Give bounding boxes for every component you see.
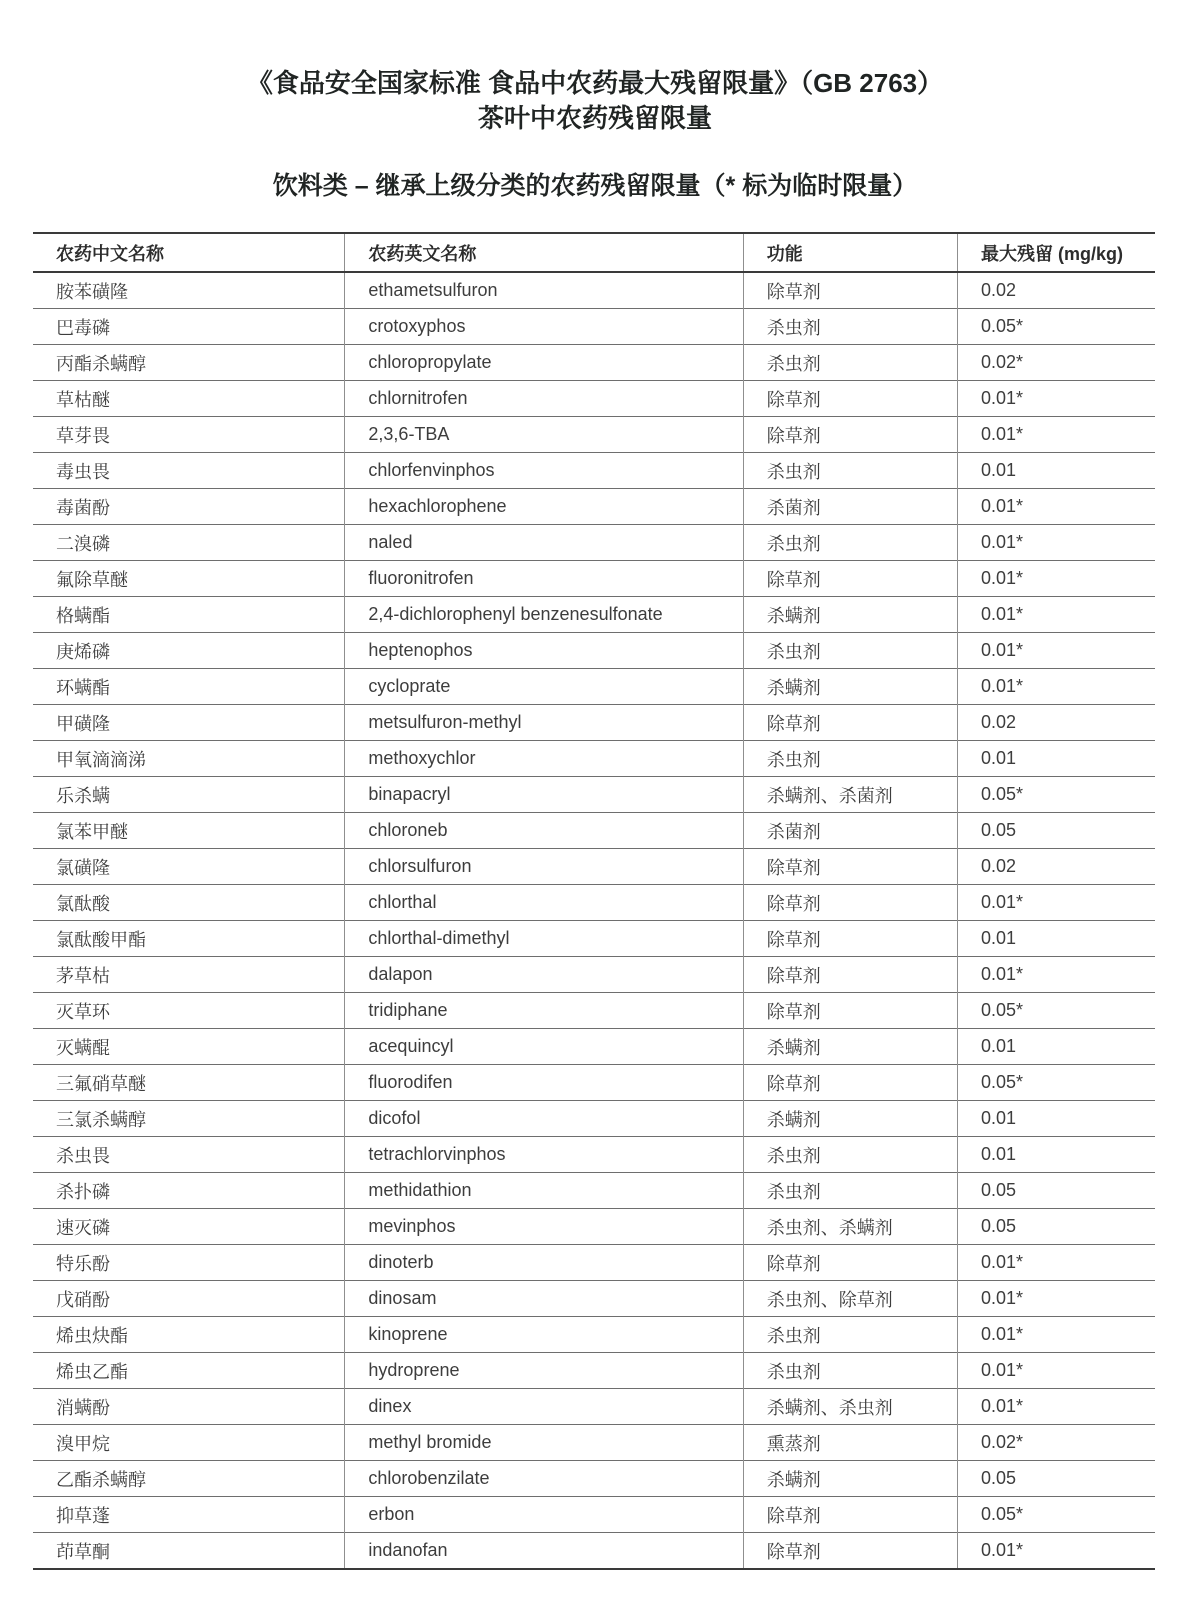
mrl-value-cell: 0.02	[958, 705, 1156, 741]
mrl-value-cell: 0.02*	[958, 345, 1156, 381]
mrl-value-cell: 0.05*	[958, 1497, 1156, 1533]
table-row	[33, 633, 1155, 669]
pesticide-en-cell: fluoronitrofen	[345, 561, 743, 597]
pesticide-en-cell: metsulfuron-methyl	[345, 705, 743, 741]
pesticide-cn-cell: 氟除草醚	[56, 569, 128, 590]
table-row	[33, 777, 1155, 813]
function-cell: 除草剂	[743, 417, 957, 453]
document-title-line1: 《食品安全国家标准 食品中农药最大残留限量》（GB 2763）	[246, 68, 944, 98]
pesticide-cn-cell: 氯苯甲醚	[56, 821, 128, 842]
document-title	[0, 66, 1190, 136]
mrl-value-cell: 0.05*	[958, 777, 1156, 813]
mrl-value-cell: 0.01*	[958, 597, 1156, 633]
function-cell: 杀虫剂	[743, 1137, 957, 1173]
pesticide-en-cell: hydroprene	[345, 1353, 743, 1389]
mrl-value-cell: 0.05*	[958, 1065, 1156, 1101]
table-body	[33, 272, 1155, 1569]
pesticide-cn-cell: 烯虫炔酯	[56, 1325, 128, 1346]
col-header-pesticide-cn: 农药中文名称	[56, 243, 164, 264]
pesticide-cn-cell: 庚烯磷	[56, 641, 110, 662]
function-cell: 杀菌剂	[743, 489, 957, 525]
mrl-value-cell: 0.01*	[958, 1389, 1156, 1425]
table-row	[33, 849, 1155, 885]
pesticide-cn-cell: 三氯杀螨醇	[56, 1109, 146, 1130]
mrl-value-cell: 0.01*	[958, 489, 1156, 525]
function-cell: 杀虫剂	[743, 345, 957, 381]
table-row	[33, 561, 1155, 597]
pesticide-cn-cell: 氯酞酸	[56, 893, 110, 914]
pesticide-en-cell: chlorsulfuron	[345, 849, 743, 885]
mrl-value-cell: 0.01*	[958, 1281, 1156, 1317]
function-cell: 杀螨剂	[743, 597, 957, 633]
pesticide-cn-cell: 杀扑磷	[56, 1181, 110, 1202]
pesticide-cn-cell: 戊硝酚	[56, 1289, 110, 1310]
pesticide-en-cell: mevinphos	[345, 1209, 743, 1245]
pesticide-cn-cell: 草枯醚	[56, 389, 110, 410]
mrl-value-cell: 0.01*	[958, 1317, 1156, 1353]
pesticide-cn-cell: 三氟硝草醚	[56, 1073, 146, 1094]
mrl-value-cell: 0.01	[958, 1137, 1156, 1173]
pesticide-en-cell: chlorthal	[345, 885, 743, 921]
function-cell: 杀虫剂	[743, 309, 957, 345]
mrl-value-cell: 0.01	[958, 921, 1156, 957]
table-row	[33, 741, 1155, 777]
mrl-value-cell: 0.01*	[958, 885, 1156, 921]
table-row	[33, 417, 1155, 453]
mrl-value-cell: 0.01*	[958, 381, 1156, 417]
function-cell: 杀螨剂	[743, 1101, 957, 1137]
pesticide-cn-cell: 特乐酚	[56, 1253, 110, 1274]
pesticide-en-cell: dinosam	[345, 1281, 743, 1317]
pesticide-en-cell: heptenophos	[345, 633, 743, 669]
table-row	[33, 381, 1155, 417]
function-cell: 熏蒸剂	[743, 1425, 957, 1461]
pesticide-en-cell: naled	[345, 525, 743, 561]
function-cell: 杀虫剂、除草剂	[743, 1281, 957, 1317]
pesticide-en-cell: ethametsulfuron	[345, 272, 743, 309]
function-cell: 除草剂	[743, 885, 957, 921]
section-subtitle: 饮料类 – 继承上级分类的农药残留限量（* 标为临时限量）	[272, 172, 918, 200]
function-cell: 除草剂	[743, 1533, 957, 1570]
pesticide-cn-cell: 毒虫畏	[56, 461, 110, 482]
function-cell: 杀虫剂	[743, 1353, 957, 1389]
mrl-value-cell: 0.01*	[958, 1353, 1156, 1389]
function-cell: 杀螨剂	[743, 669, 957, 705]
table-row	[33, 1065, 1155, 1101]
table-row	[33, 1497, 1155, 1533]
function-cell: 杀虫剂、杀螨剂	[743, 1209, 957, 1245]
pesticide-en-cell: 2,4-dichlorophenyl benzenesulfonate	[345, 597, 743, 633]
function-cell: 除草剂	[743, 993, 957, 1029]
pesticide-en-cell: binapacryl	[345, 777, 743, 813]
function-cell: 除草剂	[743, 1497, 957, 1533]
function-cell: 除草剂	[743, 381, 957, 417]
mrl-value-cell: 0.01	[958, 1029, 1156, 1065]
mrl-value-cell: 0.01*	[958, 669, 1156, 705]
table-row	[33, 1209, 1155, 1245]
function-cell: 除草剂	[743, 705, 957, 741]
mrl-value-cell: 0.05	[958, 1209, 1156, 1245]
table-row	[33, 993, 1155, 1029]
pesticide-cn-cell: 巴毒磷	[56, 317, 110, 338]
function-cell: 除草剂	[743, 849, 957, 885]
function-cell: 除草剂	[743, 1065, 957, 1101]
pesticide-cn-cell: 烯虫乙酯	[56, 1361, 128, 1382]
pesticide-en-cell: dalapon	[345, 957, 743, 993]
function-cell: 杀螨剂、杀菌剂	[743, 777, 957, 813]
mrl-value-cell: 0.01*	[958, 561, 1156, 597]
pesticide-cn-cell: 灭草环	[56, 1001, 110, 1022]
function-cell: 杀虫剂	[743, 1173, 957, 1209]
col-header-mrl: 最大残留 (mg/kg)	[958, 233, 1156, 272]
table-row	[33, 813, 1155, 849]
table-row	[33, 525, 1155, 561]
table-header-row	[33, 233, 1155, 272]
pesticide-residue-table	[33, 232, 1155, 1570]
function-cell: 除草剂	[743, 957, 957, 993]
pesticide-cn-cell: 环螨酯	[56, 677, 110, 698]
function-cell: 除草剂	[743, 1245, 957, 1281]
mrl-value-cell: 0.05	[958, 1173, 1156, 1209]
pesticide-en-cell: chlorthal-dimethyl	[345, 921, 743, 957]
table-row	[33, 272, 1155, 309]
pesticide-cn-cell: 茅草枯	[56, 965, 110, 986]
mrl-value-cell: 0.05	[958, 1461, 1156, 1497]
residue-table-container	[33, 232, 1155, 1570]
pesticide-cn-cell: 甲氧滴滴涕	[56, 749, 146, 770]
table-row	[33, 1137, 1155, 1173]
function-cell: 杀螨剂	[743, 1461, 957, 1497]
pesticide-cn-cell: 消螨酚	[56, 1397, 110, 1418]
pesticide-cn-cell: 灭螨醌	[56, 1037, 110, 1058]
mrl-value-cell: 0.05*	[958, 993, 1156, 1029]
mrl-value-cell: 0.02*	[958, 1425, 1156, 1461]
table-row	[33, 921, 1155, 957]
document-title-line2: 茶叶中农药残留限量	[477, 103, 712, 133]
table-row	[33, 669, 1155, 705]
table-row	[33, 597, 1155, 633]
function-cell: 杀虫剂	[743, 633, 957, 669]
table-row	[33, 1281, 1155, 1317]
pesticide-en-cell: dicofol	[345, 1101, 743, 1137]
pesticide-cn-cell: 溴甲烷	[56, 1433, 110, 1454]
table-row	[33, 885, 1155, 921]
function-cell: 除草剂	[743, 921, 957, 957]
pesticide-en-cell: tridiphane	[345, 993, 743, 1029]
mrl-value-cell: 0.01*	[958, 525, 1156, 561]
pesticide-en-cell: indanofan	[345, 1533, 743, 1570]
mrl-value-cell: 0.02	[958, 272, 1156, 309]
function-cell: 杀螨剂、杀虫剂	[743, 1389, 957, 1425]
pesticide-en-cell: crotoxyphos	[345, 309, 743, 345]
pesticide-cn-cell: 草芽畏	[56, 425, 110, 446]
pesticide-cn-cell: 甲磺隆	[56, 713, 110, 734]
function-cell: 杀菌剂	[743, 813, 957, 849]
pesticide-cn-cell: 抑草蓬	[56, 1505, 110, 1526]
col-header-function: 功能	[743, 233, 957, 272]
pesticide-cn-cell: 胺苯磺隆	[56, 281, 128, 302]
table-row	[33, 489, 1155, 525]
mrl-value-cell: 0.01*	[958, 1533, 1156, 1570]
pesticide-en-cell: hexachlorophene	[345, 489, 743, 525]
table-row	[33, 1425, 1155, 1461]
pesticide-en-cell: chlornitrofen	[345, 381, 743, 417]
pesticide-cn-cell: 乐杀螨	[56, 785, 110, 806]
function-cell: 除草剂	[743, 272, 957, 309]
pesticide-en-cell: fluorodifen	[345, 1065, 743, 1101]
function-cell: 杀虫剂	[743, 741, 957, 777]
col-header-pesticide-en: 农药英文名称	[345, 233, 743, 272]
mrl-value-cell: 0.01*	[958, 957, 1156, 993]
table-row	[33, 309, 1155, 345]
pesticide-en-cell: chlorobenzilate	[345, 1461, 743, 1497]
pesticide-en-cell: acequincyl	[345, 1029, 743, 1065]
pesticide-en-cell: methidathion	[345, 1173, 743, 1209]
pesticide-en-cell: erbon	[345, 1497, 743, 1533]
pesticide-en-cell: chloroneb	[345, 813, 743, 849]
table-row	[33, 1317, 1155, 1353]
mrl-value-cell: 0.01*	[958, 633, 1156, 669]
pesticide-cn-cell: 速灭磷	[56, 1217, 110, 1238]
pesticide-en-cell: chlorfenvinphos	[345, 453, 743, 489]
table-row	[33, 1101, 1155, 1137]
pesticide-cn-cell: 杀虫畏	[56, 1145, 110, 1166]
table-row	[33, 453, 1155, 489]
pesticide-cn-cell: 丙酯杀螨醇	[56, 353, 146, 374]
pesticide-en-cell: dinoterb	[345, 1245, 743, 1281]
table-row	[33, 345, 1155, 381]
function-cell: 杀虫剂	[743, 525, 957, 561]
pesticide-en-cell: methoxychlor	[345, 741, 743, 777]
function-cell: 杀虫剂	[743, 1317, 957, 1353]
mrl-value-cell: 0.01	[958, 741, 1156, 777]
mrl-value-cell: 0.01	[958, 1101, 1156, 1137]
pesticide-en-cell: tetrachlorvinphos	[345, 1137, 743, 1173]
pesticide-cn-cell: 乙酯杀螨醇	[56, 1469, 146, 1490]
table-row	[33, 1389, 1155, 1425]
table-row	[33, 1173, 1155, 1209]
pesticide-en-cell: chloropropylate	[345, 345, 743, 381]
function-cell: 杀螨剂	[743, 1029, 957, 1065]
pesticide-en-cell: kinoprene	[345, 1317, 743, 1353]
table-row	[33, 705, 1155, 741]
function-cell: 除草剂	[743, 561, 957, 597]
table-row	[33, 1029, 1155, 1065]
function-cell: 杀虫剂	[743, 453, 957, 489]
mrl-value-cell: 0.05	[958, 813, 1156, 849]
table-row	[33, 957, 1155, 993]
mrl-value-cell: 0.02	[958, 849, 1156, 885]
table-row	[33, 1245, 1155, 1281]
mrl-value-cell: 0.01*	[958, 417, 1156, 453]
mrl-value-cell: 0.01*	[958, 1245, 1156, 1281]
table-row	[33, 1353, 1155, 1389]
pesticide-en-cell: cycloprate	[345, 669, 743, 705]
pesticide-cn-cell: 毒菌酚	[56, 497, 110, 518]
pesticide-en-cell: 2,3,6-TBA	[345, 417, 743, 453]
pesticide-en-cell: dinex	[345, 1389, 743, 1425]
pesticide-cn-cell: 茚草酮	[56, 1541, 110, 1562]
pesticide-cn-cell: 氯磺隆	[56, 857, 110, 878]
pesticide-cn-cell: 格螨酯	[56, 605, 110, 626]
mrl-value-cell: 0.05*	[958, 309, 1156, 345]
mrl-value-cell: 0.01	[958, 453, 1156, 489]
pesticide-cn-cell: 氯酞酸甲酯	[56, 929, 146, 950]
pesticide-en-cell: methyl bromide	[345, 1425, 743, 1461]
table-row	[33, 1533, 1155, 1570]
pesticide-cn-cell: 二溴磷	[56, 533, 110, 554]
table-row	[33, 1461, 1155, 1497]
